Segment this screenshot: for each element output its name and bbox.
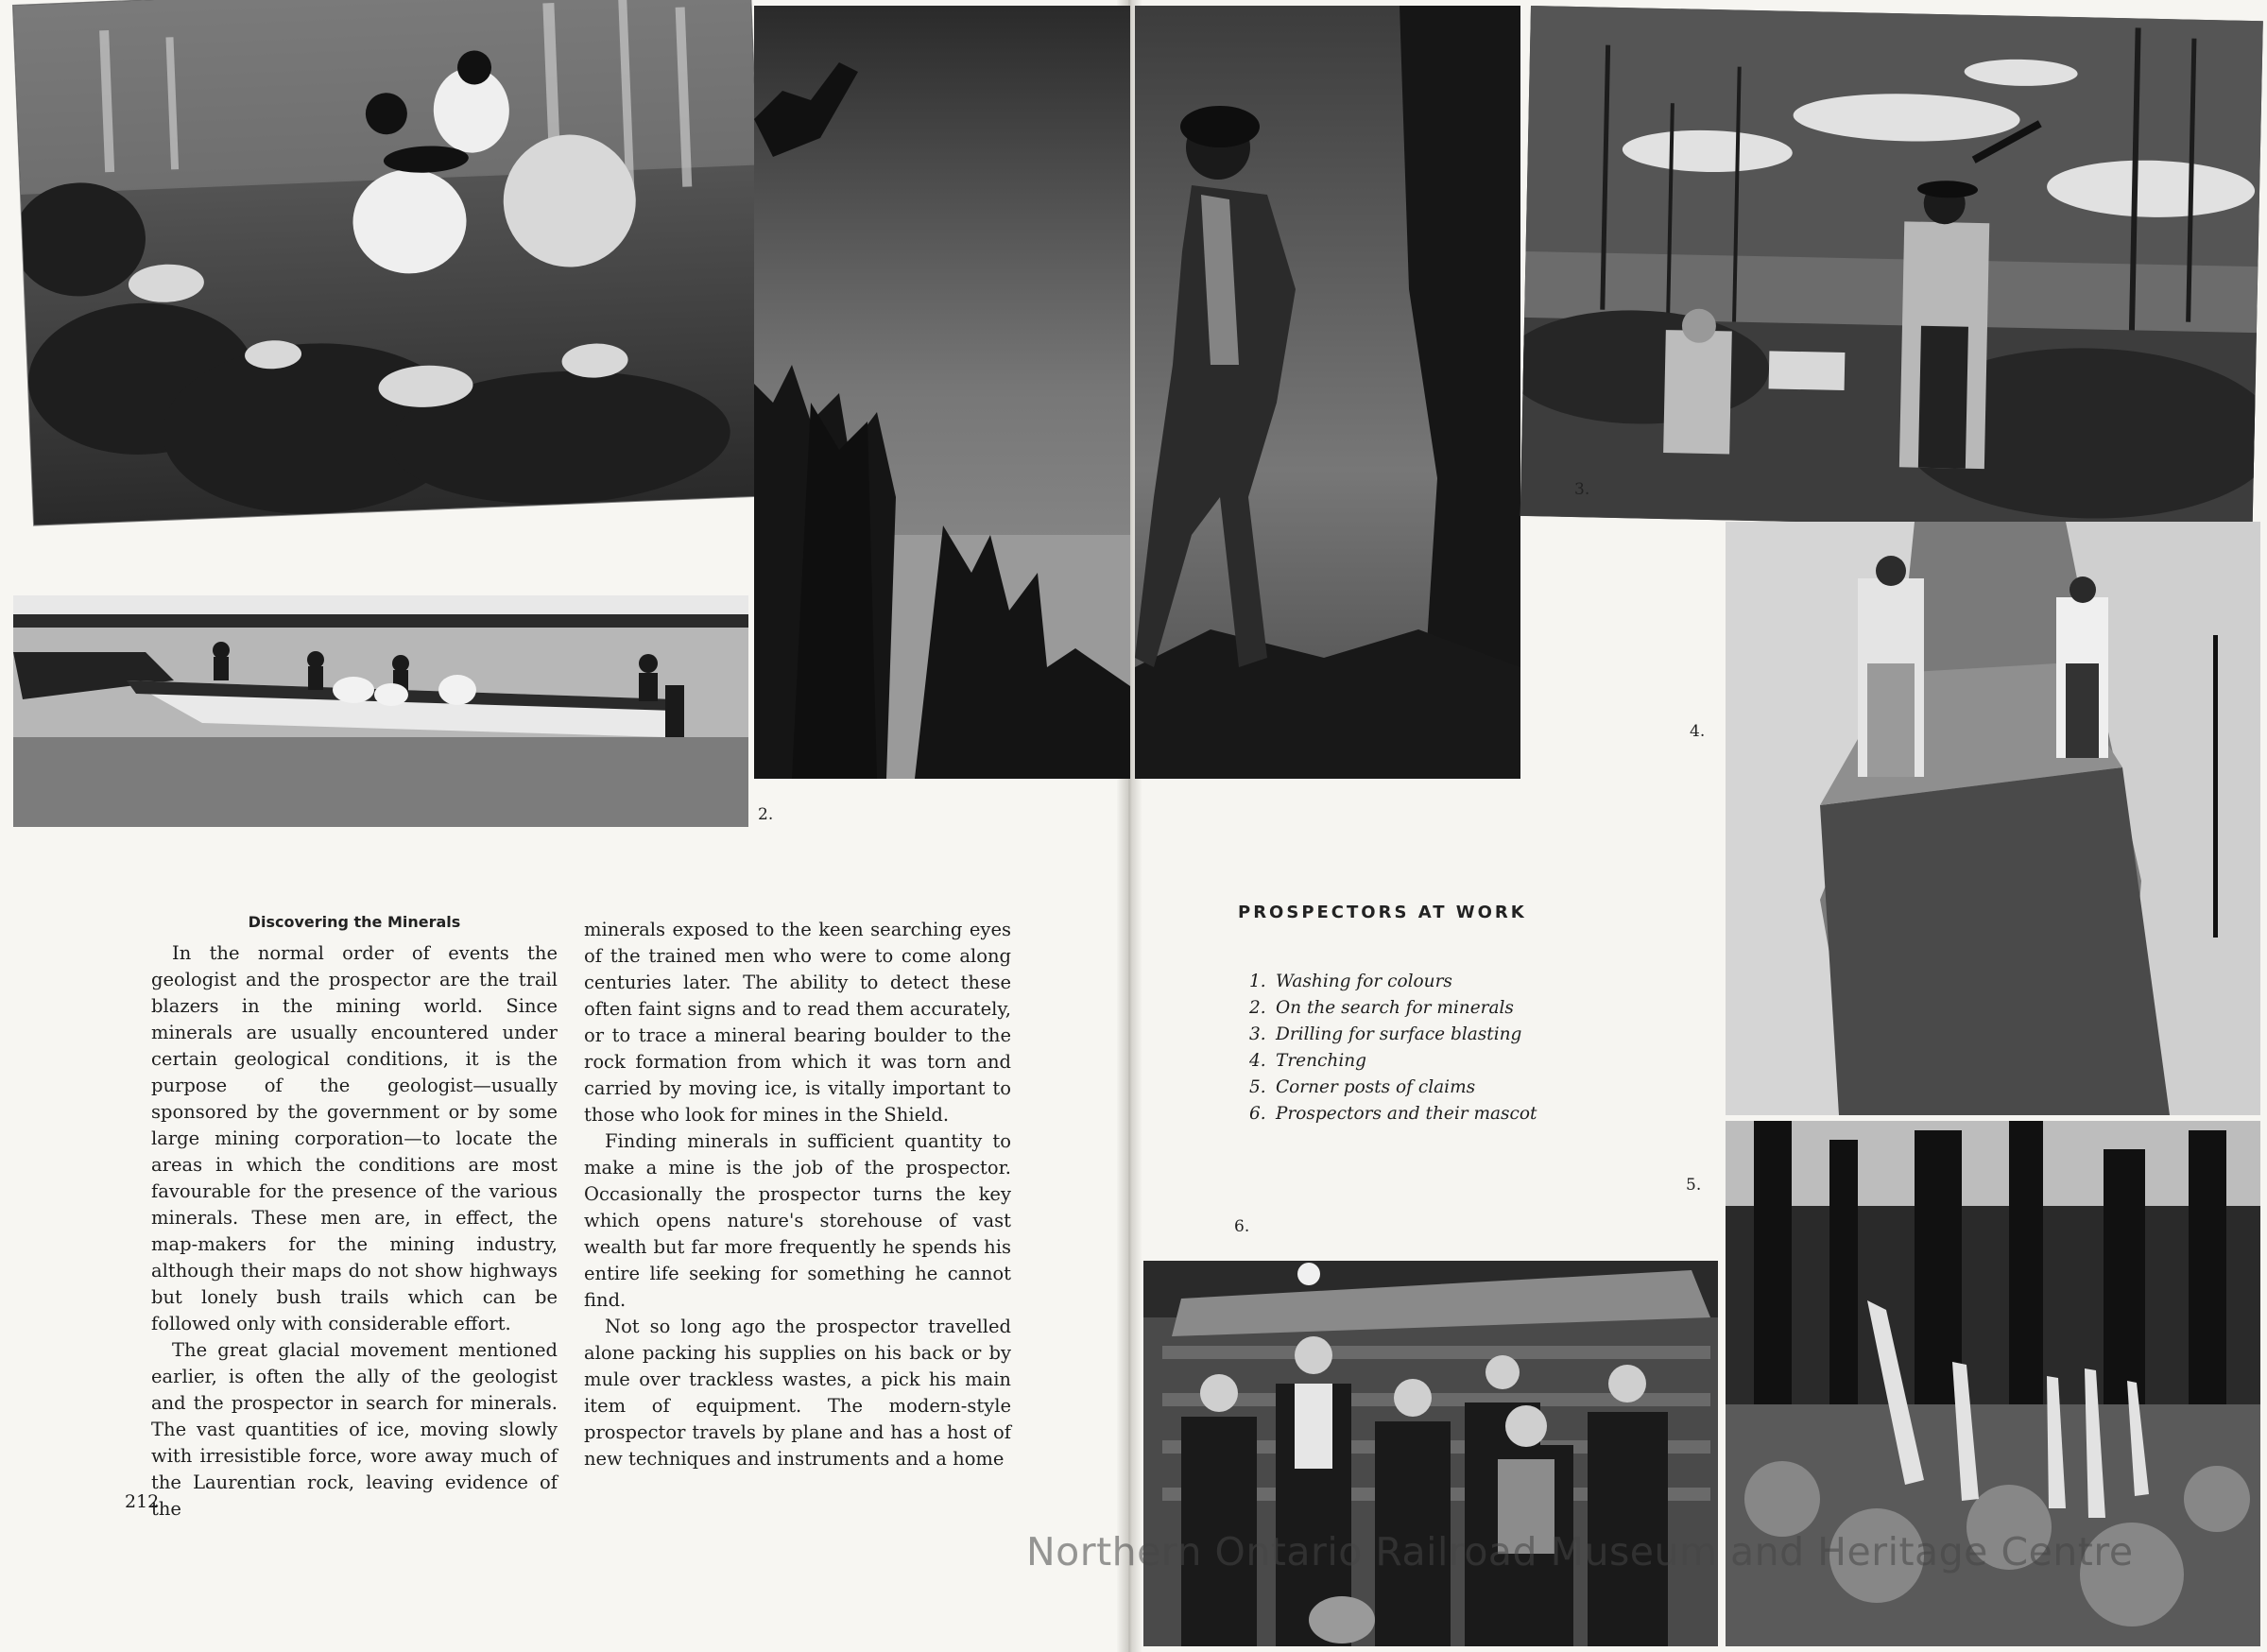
paragraph: In the normal order of events the geologist and the prospector are the trail blazers in the mining world. Since minerals are usually encountered under certain geological conditions, it is the purpose of the geologist—usually sponsored by the government or by some large mining corporation—to locate the areas in which the conditions are most favourable for the presence of the various minerals. These men are, in effect, the map-makers for the mining industry, although their maps do not show highways but lonely bush trails which can be followed only with considerable effort. [151, 942, 558, 1334]
photo-trenching [1726, 522, 2260, 1115]
caption-item: 4. Trenching [1249, 1051, 1366, 1071]
caption-item: 2. On the search for minerals [1249, 998, 1514, 1018]
photo-washing-for-colours [13, 0, 770, 525]
caption-title: PROSPECTORS AT WORK [1238, 903, 1527, 922]
caption-item: 3. Drilling for surface blasting [1249, 1024, 1522, 1044]
paragraph: The great glacial movement mentioned earlier, is often the ally of the geologist and the prospector in search for minerals. The vast quantities of ice, moving slowly with irresistible force, wore away much of the Laurentian rock, leaving evidence of the [151, 1339, 558, 1520]
text-column-2 [584, 917, 1011, 1472]
page-number: 212 [125, 1491, 160, 1512]
photo-motor-boat-on-lake [13, 595, 748, 827]
photo-on-the-search-for-minerals [1135, 6, 1520, 779]
paragraph: minerals exposed to the keen searching eyes of the trained men who were to come along centuries later. The ability to detect these often faint signs and to read them accurately, or to trace a mineral bearing boulder to the rock formation from which it was torn and carried by moving ice, is vitally important to those who look for mines in the Shield. [584, 919, 1011, 1126]
photo-number-2: 2. [758, 805, 774, 824]
photo-number-4: 4. [1690, 722, 1706, 741]
photo-trees-against-sky [754, 6, 1130, 779]
watermark: Northern Ontario Railroad Museum and Heritage Centre [1026, 1529, 2134, 1575]
paragraph: Not so long ago the prospector travelled alone packing his supplies on his back or by mule over trackless wastes, a pick his main item of equipment. The modern-style prospector travels by plane and has a host of new techniques and instruments and a home [584, 1316, 1011, 1470]
paragraph: Finding minerals in sufficient quantity to make a mine is the job of the prospector. Occasionally the prospector turns the key which opens nature's storehouse of vast wealth but far more frequently he spends his entire life seeking for something he cannot find. [584, 1130, 1011, 1311]
caption-list [1249, 969, 1537, 1127]
section-heading: Discovering the Minerals [248, 913, 461, 931]
photo-number-3: 3. [1574, 480, 1590, 499]
photo-drilling-for-surface-blasting [1520, 6, 2263, 531]
photo-prospectors-and-their-mascot [1143, 1261, 1718, 1646]
photo-number-5: 5. [1686, 1176, 1702, 1195]
photo-number-6: 6. [1234, 1217, 1250, 1236]
caption-item: 5. Corner posts of claims [1249, 1077, 1476, 1097]
text-column-1 [151, 940, 558, 1523]
caption-item: 6. Prospectors and their mascot [1249, 1104, 1537, 1124]
caption-item: 1. Washing for colours [1249, 972, 1452, 991]
